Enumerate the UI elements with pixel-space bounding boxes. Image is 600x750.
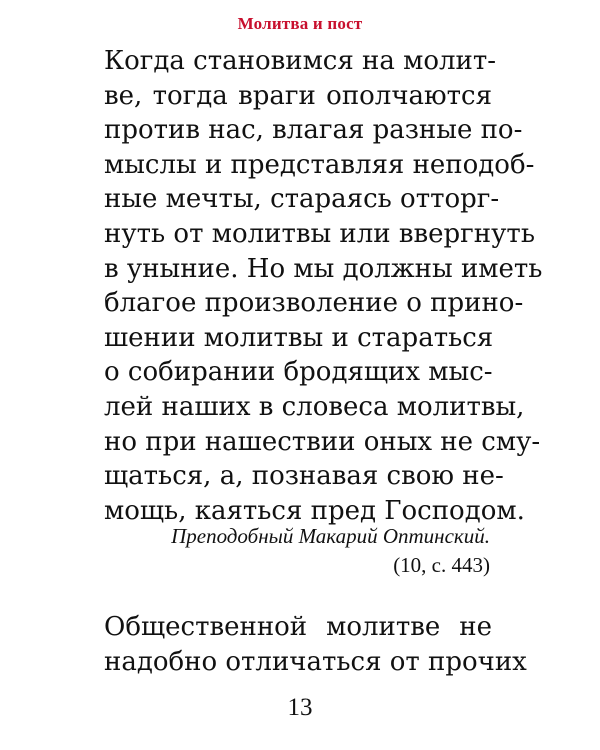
text-line: щаться, а, познавая свою не- bbox=[104, 461, 504, 492]
text-line: мыслы и представляя неподоб- bbox=[104, 149, 535, 180]
text-line: против нас, влагая разные по- bbox=[104, 115, 523, 146]
page-number: 13 bbox=[287, 694, 313, 721]
text-line: мощь, каяться пред Господом. bbox=[104, 495, 525, 526]
text-line: в уныние. Но мы должны иметь bbox=[104, 253, 543, 284]
running-head: Молитва и пост bbox=[237, 14, 363, 33]
attribution-author: Преподобный Макарий Оптинский. bbox=[171, 524, 490, 548]
text-line: Когда становимся на молит- bbox=[104, 46, 497, 76]
text-line: надобно отличаться от прочих bbox=[104, 646, 527, 677]
text-line: нуть от молитвы или ввергнуть bbox=[104, 218, 535, 249]
text-line: шении молитвы и стараться bbox=[104, 322, 494, 353]
text-line: но при нашествии оных не сму- bbox=[104, 426, 541, 457]
text-line: благое произволение о прино- bbox=[104, 288, 524, 319]
attribution-reference: (10, с. 443) bbox=[393, 553, 490, 577]
main-paragraph bbox=[104, 44, 543, 528]
second-paragraph bbox=[104, 610, 527, 679]
text-line: о собирании бродящих мыс- bbox=[104, 357, 493, 388]
text-line: ные мечты, стараясь отторг- bbox=[104, 184, 500, 215]
text-line: лей наших в словеса молитвы, bbox=[104, 391, 525, 422]
attribution bbox=[104, 522, 490, 580]
text-line: ве, тогда враги ополчаются bbox=[104, 80, 492, 111]
text-line: Общественной молитве не bbox=[104, 612, 492, 642]
